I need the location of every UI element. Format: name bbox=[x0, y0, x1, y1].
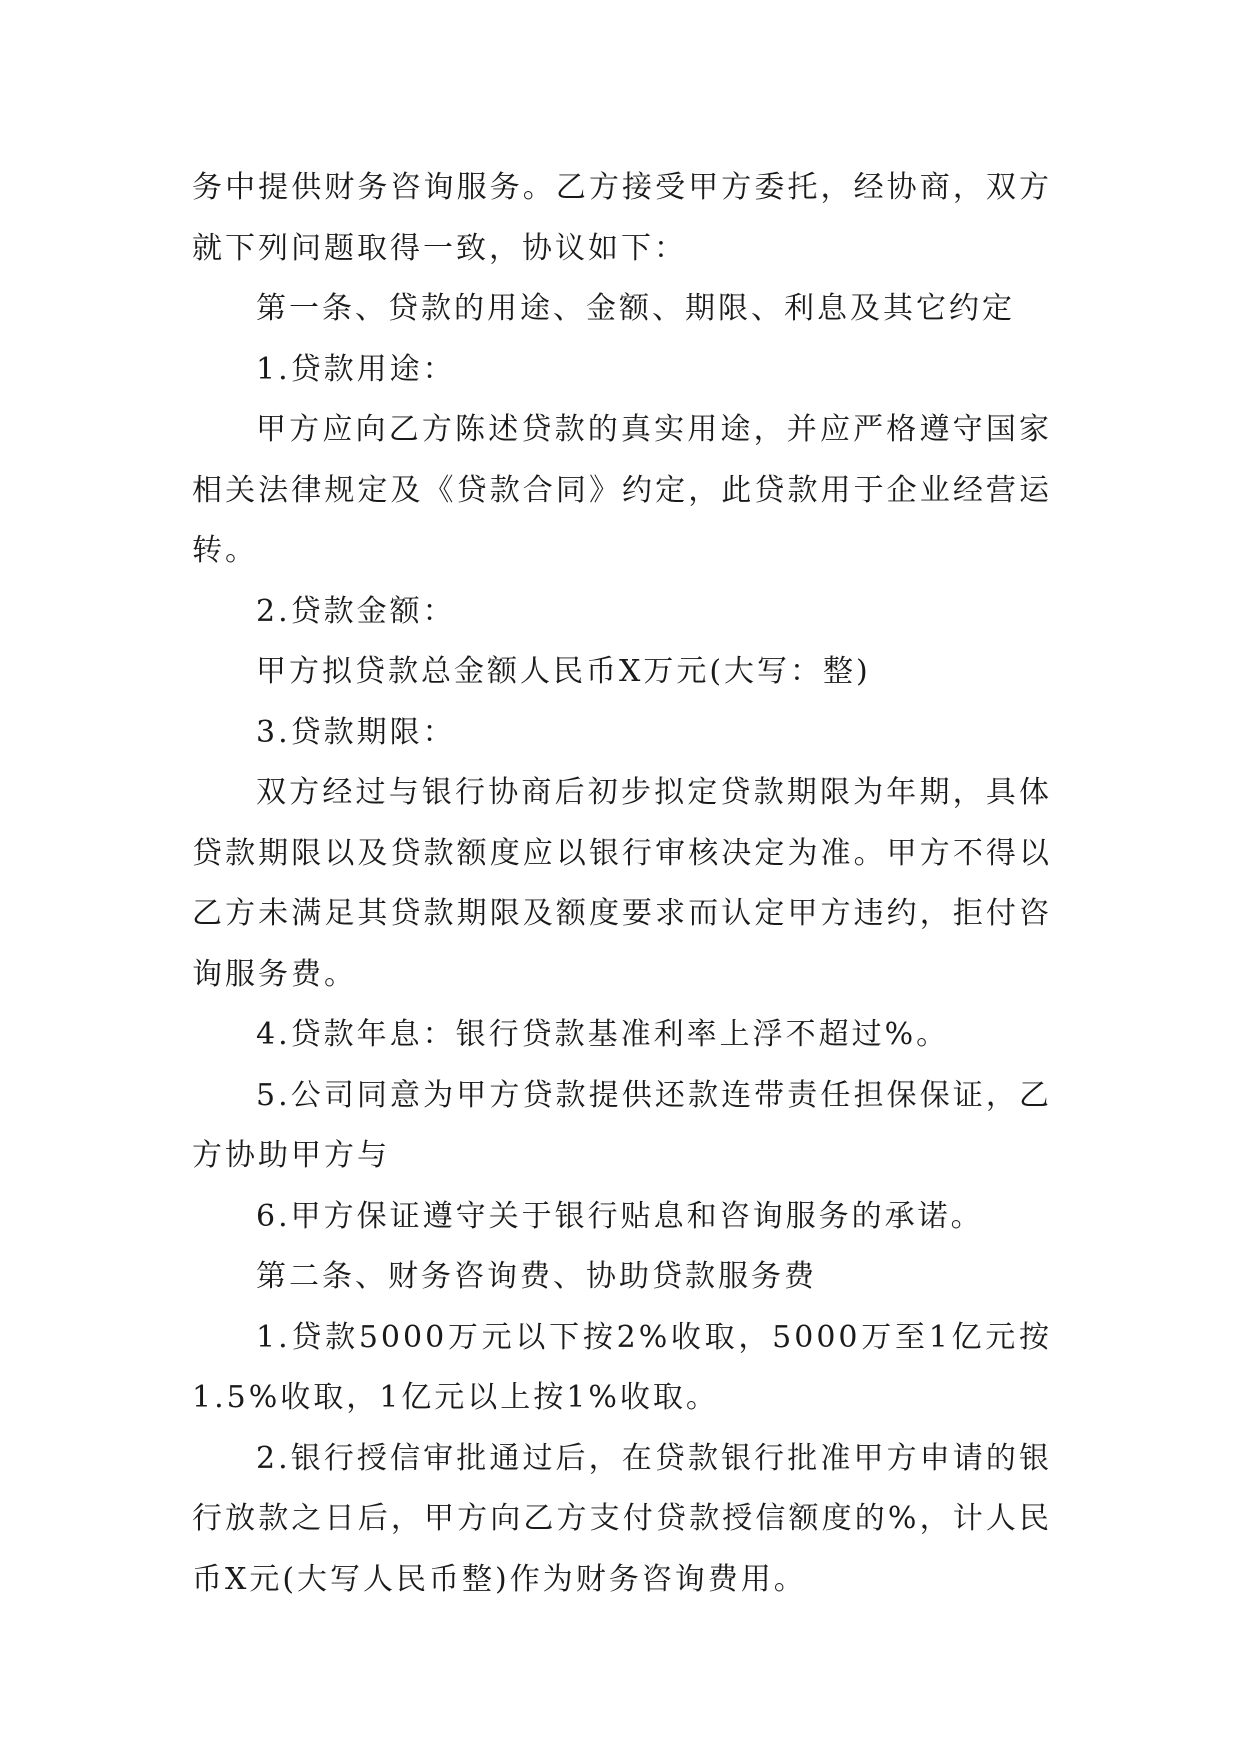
paragraph-line: 双方经过与银行协商后初步拟定贷款期限为年期，具体 bbox=[256, 775, 1052, 810]
section-heading: 第二条、财务咨询费、协助贷款服务费 bbox=[256, 1259, 817, 1294]
paragraph-line: 5.公司同意为甲方贷款提供还款连带责任担保保证，乙 bbox=[256, 1077, 1052, 1113]
paragraph-line: 贷款期限以及贷款额度应以银行审核决定为准。甲方不得以 bbox=[192, 835, 1052, 871]
item-heading: 3.贷款期限： bbox=[256, 714, 456, 750]
paragraph-line: 询服务费。 bbox=[192, 956, 357, 992]
item-heading: 2.贷款金额： bbox=[256, 593, 456, 629]
paragraph-line: 乙方未满足其贷款期限及额度要求而认定甲方违约，拒付咨 bbox=[192, 896, 1052, 931]
paragraph-line: 转。 bbox=[192, 533, 258, 568]
paragraph-line: 方协助甲方与 bbox=[192, 1138, 390, 1173]
item-heading: 1.贷款用途： bbox=[256, 351, 456, 387]
paragraph-line: 甲方应向乙方陈述贷款的真实用途，并应严格遵守国家 bbox=[256, 412, 1052, 447]
paragraph-line: 务中提供财务咨询服务。乙方接受甲方委托，经协商，双方 bbox=[192, 170, 1052, 205]
paragraph-line: 行放款之日后，甲方向乙方支付贷款授信额度的%，计人民 bbox=[192, 1501, 1052, 1536]
paragraph-line: 1.5%收取，1亿元以上按1%收取。 bbox=[192, 1380, 719, 1415]
document-body bbox=[192, 158, 1052, 1610]
paragraph-line: 相关法律规定及《贷款合同》约定，此贷款用于企业经营运 bbox=[192, 472, 1052, 508]
paragraph-line: 2.银行授信审批通过后，在贷款银行批准甲方申请的银 bbox=[256, 1440, 1052, 1476]
section-heading: 第一条、贷款的用途、金额、期限、利息及其它约定 bbox=[256, 291, 1015, 326]
paragraph-line: 1.贷款5000万元以下按2%收取，5000万至1亿元按 bbox=[256, 1319, 1052, 1355]
paragraph-line: 币X元(大写人民币整)作为财务咨询费用。 bbox=[192, 1561, 807, 1597]
paragraph-line: 4.贷款年息：银行贷款基准利率上浮不超过%。 bbox=[256, 1017, 950, 1052]
paragraph-line: 甲方拟贷款总金额人民币X万元(大写：整) bbox=[256, 654, 871, 689]
paragraph-line: 就下列问题取得一致，协议如下： bbox=[192, 230, 687, 266]
paragraph-line: 6.甲方保证遵守关于银行贴息和咨询服务的承诺。 bbox=[256, 1198, 984, 1234]
